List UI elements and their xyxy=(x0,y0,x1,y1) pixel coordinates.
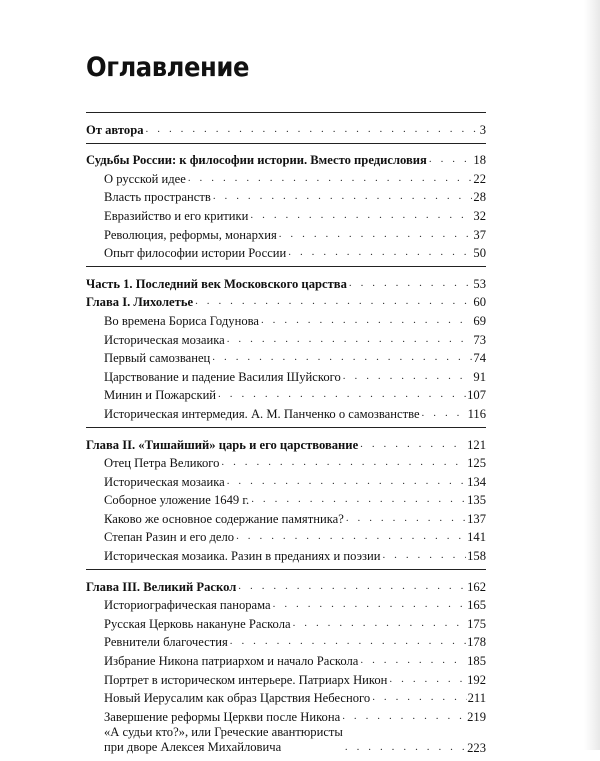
entry-title: Революция, реформы, монархия xyxy=(104,227,277,242)
toc-heading-entry[interactable] xyxy=(86,119,486,138)
toc-section xyxy=(86,427,486,569)
toc-heading-entry[interactable] xyxy=(86,292,486,311)
entry-title: От автора xyxy=(86,122,144,137)
page-edge-shadow xyxy=(584,0,600,750)
page-number: 116 xyxy=(467,406,486,421)
entry-title: Царствование и падение Василия Шуйского xyxy=(104,369,341,384)
dot-leader xyxy=(227,476,466,490)
dot-leader xyxy=(250,210,472,224)
entry-title: Минин и Пожарский xyxy=(104,388,217,403)
entry-title: Часть 1. Последний век Московского царства xyxy=(86,276,347,291)
toc-entry[interactable] xyxy=(86,650,486,669)
page-number: 223 xyxy=(467,740,486,755)
dot-leader xyxy=(261,315,472,329)
dot-leader xyxy=(195,296,472,310)
toc-entry[interactable] xyxy=(86,595,486,614)
table-of-contents xyxy=(86,112,486,761)
entry-title: Глава II. «Тишайший» царь и его царствование xyxy=(86,437,359,452)
entry-title: Портрет в историческом интерьере. Патриарх Никон xyxy=(104,672,388,687)
entry-title: Историческая мозаика xyxy=(104,332,225,347)
toc-entry[interactable] xyxy=(86,527,486,546)
page-number: 32 xyxy=(473,208,486,223)
toc-entry[interactable] xyxy=(86,403,486,422)
dot-leader xyxy=(422,408,467,422)
page-number: 175 xyxy=(467,616,486,631)
dot-leader xyxy=(288,247,472,261)
entry-title: Новый Иерусалим как образ Царствия Небесного xyxy=(104,691,371,706)
entry-title: Избрание Никона патриархом и начало Раскола xyxy=(104,654,359,669)
dot-leader xyxy=(372,692,466,706)
dot-leader xyxy=(342,711,466,725)
page-number: 60 xyxy=(473,295,486,310)
toc-entry[interactable] xyxy=(86,669,486,688)
entry-title: Историографическая панорама xyxy=(104,598,271,613)
page-number: 219 xyxy=(467,709,486,724)
page-number: 18 xyxy=(473,153,486,168)
toc-entry[interactable] xyxy=(86,545,486,564)
page-number: 69 xyxy=(473,313,486,328)
page-number: 134 xyxy=(467,474,486,489)
entry-title: Историческая интермедия. А. М. Панченко о самозванстве xyxy=(104,406,420,421)
entry-title-line-2: при дворе Алексея Михайловича xyxy=(104,740,282,755)
entry-title: Историческая мозаика. Разин в преданиях и поэзии xyxy=(104,549,381,564)
toc-heading-entry[interactable] xyxy=(86,150,486,169)
entry-title: Соборное уложение 1649 г. xyxy=(104,493,250,508)
dot-leader xyxy=(279,229,473,243)
dot-leader xyxy=(212,352,472,366)
toc-section xyxy=(86,569,486,761)
toc-heading-entry[interactable] xyxy=(86,434,486,453)
page-number: 121 xyxy=(467,437,486,452)
dot-leader xyxy=(273,599,466,613)
page-number: 178 xyxy=(467,635,486,650)
dot-leader xyxy=(230,636,466,650)
entry-title: Глава III. Великий Раскол xyxy=(86,579,237,594)
entry-title: Судьбы России: к философии истории. Вместо предисловия xyxy=(86,153,427,168)
page-number: 73 xyxy=(473,332,486,347)
page-number: 74 xyxy=(473,351,486,366)
toc-entry[interactable] xyxy=(86,688,486,707)
toc-section xyxy=(86,143,486,267)
toc-entry[interactable] xyxy=(86,310,486,329)
entry-title: Глава I. Лихолетье xyxy=(86,295,194,310)
page-number: 135 xyxy=(467,493,486,508)
page-number: 137 xyxy=(467,511,486,526)
page-number: 50 xyxy=(473,246,486,261)
dot-leader xyxy=(238,581,466,595)
entry-title: Во времена Бориса Годунова xyxy=(104,313,259,328)
page-number: 192 xyxy=(467,672,486,687)
page-number: 125 xyxy=(467,456,486,471)
page-number: 162 xyxy=(467,579,486,594)
dot-leader xyxy=(227,334,473,348)
entry-title: Ревнители благочестия xyxy=(104,635,228,650)
page-number: 141 xyxy=(467,530,486,545)
page-number: 37 xyxy=(473,227,486,242)
toc-section xyxy=(86,112,486,143)
dot-leader xyxy=(349,278,473,292)
page-number: 165 xyxy=(467,598,486,613)
toc-entry[interactable] xyxy=(86,348,486,367)
entry-title: Власть пространств xyxy=(104,190,211,205)
page-number: 22 xyxy=(473,171,486,186)
toc-entry[interactable] xyxy=(86,490,486,509)
toc-entry[interactable] xyxy=(86,725,486,756)
entry-title: Опыт философии истории России xyxy=(104,246,287,261)
toc-heading-entry[interactable] xyxy=(86,576,486,595)
dot-leader xyxy=(382,550,466,564)
toc-entry[interactable] xyxy=(86,706,486,725)
page-number: 28 xyxy=(473,190,486,205)
dot-leader xyxy=(360,655,466,669)
toc-entry[interactable] xyxy=(86,224,486,243)
entry-title: Отец Петра Великого xyxy=(104,456,220,471)
page-number: 53 xyxy=(473,276,486,291)
page-number: 185 xyxy=(467,654,486,669)
entry-title-line-1: «А судьи кто?», или Греческие авантюристы xyxy=(104,724,343,739)
entry-title: Степан Разин и его дело xyxy=(104,530,235,545)
toc-entry[interactable] xyxy=(86,187,486,206)
toc-entry[interactable] xyxy=(86,243,486,262)
dot-leader xyxy=(218,389,466,403)
dot-leader xyxy=(188,173,473,187)
toc-entry[interactable] xyxy=(86,168,486,187)
dot-leader xyxy=(343,371,473,385)
dot-leader xyxy=(293,618,467,632)
toc-entry[interactable] xyxy=(86,205,486,224)
page-number: 91 xyxy=(473,369,486,384)
dot-leader xyxy=(236,531,466,545)
toc-section xyxy=(86,266,486,427)
dot-leader xyxy=(346,513,466,527)
entry-title: О русской идее xyxy=(104,171,186,186)
toc-heading-entry[interactable] xyxy=(86,273,486,292)
toc-entry[interactable] xyxy=(86,613,486,632)
entry-title: Евразийство и его критики xyxy=(104,208,249,223)
dot-leader xyxy=(429,154,473,168)
dot-leader xyxy=(146,124,479,138)
entry-title: Завершение реформы Церкви после Никона xyxy=(104,709,341,724)
dot-leader xyxy=(251,494,466,508)
entry-title: Историческая мозаика xyxy=(104,474,225,489)
toc-entry[interactable] xyxy=(86,508,486,527)
page-title: Оглавление xyxy=(86,52,250,83)
entry-title: Каково же основное содержание памятника? xyxy=(104,511,344,526)
dot-leader xyxy=(360,439,466,453)
toc-entry[interactable] xyxy=(86,471,486,490)
toc-entry[interactable] xyxy=(86,453,486,472)
page-number: 211 xyxy=(467,691,486,706)
page-number: 107 xyxy=(467,388,486,403)
dot-leader xyxy=(221,457,466,471)
toc-entry[interactable] xyxy=(86,385,486,404)
entry-title: Русская Церковь накануне Раскола xyxy=(104,616,291,631)
entry-title: Первый самозванец xyxy=(104,351,211,366)
toc-entry[interactable] xyxy=(86,329,486,348)
page-number: 3 xyxy=(479,122,486,137)
page-number: 158 xyxy=(467,549,486,564)
entry-title xyxy=(104,725,345,756)
toc-entry[interactable] xyxy=(86,366,486,385)
dot-leader xyxy=(389,674,466,688)
dot-leader xyxy=(345,742,466,756)
toc-entry[interactable] xyxy=(86,632,486,651)
dot-leader xyxy=(213,191,473,205)
